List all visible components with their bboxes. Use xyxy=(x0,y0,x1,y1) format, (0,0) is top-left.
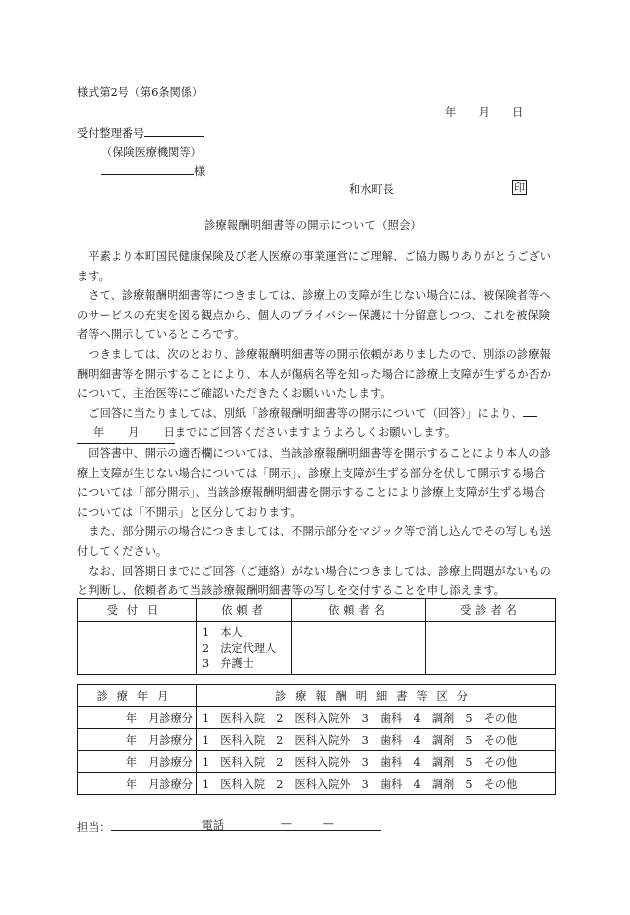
patient-name-cell[interactable] xyxy=(426,622,556,675)
category-options[interactable]: 1 医科入院 2 医科入院外 3 歯科 4 調剤 5 その他 xyxy=(197,773,556,795)
header-statement-category: 診療報酬明細書等区分 xyxy=(197,685,556,707)
addressee-field[interactable] xyxy=(101,162,194,175)
table-row xyxy=(78,751,556,773)
body-text xyxy=(77,247,553,601)
treatment-month-cell[interactable]: 年 月診療分 xyxy=(78,729,197,751)
header-requester: 依頼者 xyxy=(197,599,292,622)
requester-option-self: 1 本人 xyxy=(202,626,243,639)
header-patient-name: 受診者名 xyxy=(426,599,556,622)
requester-options[interactable] xyxy=(197,622,292,675)
category-options[interactable]: 1 医科入院 2 医科入院外 3 歯科 4 調剤 5 その他 xyxy=(197,729,556,751)
deadline-year-field[interactable] xyxy=(523,405,537,417)
requester-option-legal-rep: 2 法定代理人 xyxy=(202,641,277,655)
header-treatment-month: 診療年月 xyxy=(78,685,197,707)
contact-field[interactable] xyxy=(111,817,381,831)
requester-name-cell[interactable] xyxy=(292,622,426,675)
table-row xyxy=(78,729,556,751)
treatment-month-cell[interactable]: 年 月診療分 xyxy=(78,707,197,729)
treatment-month-cell[interactable]: 年 月診療分 xyxy=(78,751,197,773)
contact-label: 担当： xyxy=(77,821,111,834)
paragraph-request: つきましては、次のとおり、診療報酬明細書等の開示依頼がありましたので、別添の診療報酬明細書等を開示することにより、本人が傷病名等を知った場合に診療上支障が生ずるか否かについて、主治医等にご確認いただきたくお願いいたします。 xyxy=(77,347,552,401)
contact-row xyxy=(77,817,381,835)
paragraph-greeting: 平素より本町国民健康保険及び老人医療の事業運営にご理解、ご協力賜りありがとうございます。 xyxy=(77,250,552,283)
receipt-number-label: 受付整理番号 xyxy=(77,127,145,140)
category-options[interactable]: 1 医科入院 2 医科入院外 3 歯科 4 調剤 5 その他 xyxy=(197,707,556,729)
phone-separator-2: — xyxy=(322,817,334,830)
table-row xyxy=(78,707,556,729)
claims-table xyxy=(77,684,556,795)
paragraph-disclosure-categories: 回答書中、開示の適否欄については、当該診療報酬明細書等を開示することにより本人の診療上支障が生じない場合については「開示」、診療上支障が生ずる部分を伏して開示する場合については「部分開示」、当該診療報酬明細書を開示することにより診療上支障が生ずる場合については「不開示」と区分しております。 xyxy=(77,446,551,519)
paragraph-deadline: ご回答に当たりましては、別紙「診療報酬明細書等の開示について（回答）」により、 年 月 日までにご回答くださいますようよろしくお願いします。 xyxy=(77,404,553,444)
document-title: 診療報酬明細書等の開示について（照会） xyxy=(204,219,423,232)
seal-mark: 印 xyxy=(514,181,525,194)
paragraph-background: さて、診療報酬明細書等につきましては、診療上の支障が生じない場合には、被保険者等へのサービスの充実を図る観点から、個人のプライバシー保護に十分留意しつつ、これを被保険者等へ開示しているところです。 xyxy=(77,289,551,342)
sender-name: 和水町長 xyxy=(349,183,394,196)
paragraph-no-reply: なお、回答期日までにご回答（ご連絡）がない場合につきましては、診療上問題がないものと判断し、依頼者あて当該診療報酬明細書等の写しを交付することを申し添えます。 xyxy=(77,564,551,598)
receipt-number-field[interactable] xyxy=(144,124,204,137)
form-number: 様式第2号（第6条関係） xyxy=(77,86,204,99)
receipt-number-row xyxy=(77,124,204,141)
request-table xyxy=(77,598,556,675)
header-receipt-date: 受付日 xyxy=(78,599,197,622)
requester-option-lawyer: 3 弁護士 xyxy=(202,657,254,670)
addressee-row xyxy=(101,162,205,179)
phone-label: 電話 xyxy=(201,819,224,832)
date-line: 年 月 日 xyxy=(445,106,524,119)
deadline-date-fields[interactable]: 年 月 日 xyxy=(77,423,175,444)
table-row xyxy=(78,773,556,795)
category-options[interactable]: 1 医科入院 2 医科入院外 3 歯科 4 調剤 5 その他 xyxy=(197,751,556,773)
treatment-month-cell[interactable]: 年 月診療分 xyxy=(78,773,197,795)
institution-label: （保険医療機関等） xyxy=(101,146,202,159)
paragraph-partial-disclosure: また、部分開示の場合につきましては、不開示部分をマジック等で消し込んでその写しも送付してください。 xyxy=(77,525,551,558)
receipt-date-cell[interactable] xyxy=(78,622,197,675)
honorific: 様 xyxy=(194,165,206,178)
phone-separator-1: — xyxy=(280,817,292,830)
header-requester-name: 依頼者名 xyxy=(292,599,426,622)
